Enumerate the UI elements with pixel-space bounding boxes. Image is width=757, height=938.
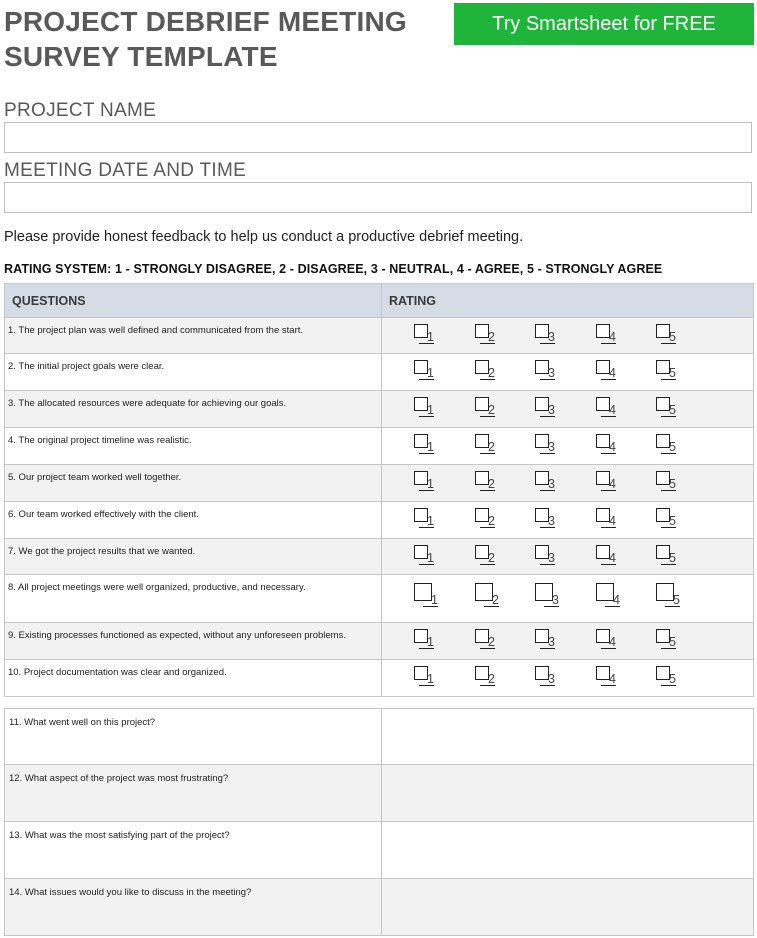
rating-option-label: 2	[480, 515, 495, 528]
rating-option-label: 2	[480, 331, 495, 344]
rating-option-2[interactable]	[475, 545, 495, 565]
table-row	[5, 465, 754, 502]
meeting-date-field[interactable]	[4, 182, 752, 213]
rating-option-label: 1	[419, 404, 434, 417]
title-line-2: SURVEY TEMPLATE	[4, 41, 278, 72]
rating-option-5[interactable]	[656, 471, 676, 491]
answer-field[interactable]	[382, 822, 754, 879]
table-row	[5, 623, 754, 660]
rating-option-label: 3	[540, 515, 555, 528]
rating-option-label: 1	[419, 636, 434, 649]
answer-field[interactable]	[382, 709, 754, 765]
rating-option-label: 5	[661, 515, 676, 528]
rating-option-4[interactable]	[596, 545, 616, 565]
rating-option-label: 3	[540, 673, 555, 686]
rating-option-5[interactable]	[656, 545, 676, 565]
rating-option-4[interactable]	[596, 434, 616, 454]
try-smartsheet-button[interactable]: Try Smartsheet for FREE	[454, 3, 754, 45]
questions-header: QUESTIONS	[5, 284, 382, 318]
rating-option-label: 4	[601, 552, 616, 565]
rating-option-label: 3	[544, 594, 559, 607]
rating-option-3[interactable]	[535, 583, 559, 607]
table-row	[5, 391, 754, 428]
rating-option-3[interactable]	[535, 360, 555, 380]
question-cell	[5, 428, 382, 465]
rating-option-label: 4	[601, 331, 616, 344]
rating-option-label: 4	[605, 594, 620, 607]
question-text: 10. Project documentation was clear and organized.	[8, 667, 227, 678]
intro-text: Please provide honest feedback to help us conduct a productive debrief meeting.	[4, 229, 524, 245]
rating-option-5[interactable]	[656, 629, 676, 649]
rating-table	[4, 283, 754, 697]
open-question-cell	[5, 879, 382, 936]
rating-option-4[interactable]	[596, 508, 616, 528]
rating-option-label: 3	[540, 478, 555, 491]
rating-cell	[382, 502, 754, 539]
rating-header: RATING	[382, 284, 754, 318]
rating-option-label: 4	[601, 404, 616, 417]
rating-system-legend: RATING SYSTEM: 1 - STRONGLY DISAGREE, 2 - DISAGREE, 3 - NEUTRAL, 4 - AGREE, 5 - STRONGLY AGREE	[4, 262, 663, 276]
rating-option-1[interactable]	[414, 360, 434, 380]
question-text: 4. The original project timeline was realistic.	[8, 435, 192, 446]
rating-option-label: 5	[661, 552, 676, 565]
question-cell	[5, 623, 382, 660]
table-row	[5, 539, 754, 575]
rating-cell	[382, 354, 754, 391]
rating-option-label: 2	[480, 441, 495, 454]
rating-option-2[interactable]	[475, 360, 495, 380]
rating-option-1[interactable]	[414, 583, 438, 607]
rating-option-label: 5	[661, 673, 676, 686]
rating-option-label: 1	[419, 515, 434, 528]
open-question-text: 13. What was the most satisfying part of the project?	[9, 830, 230, 841]
question-text: 5. Our project team worked well together.	[8, 472, 182, 483]
open-question-cell	[5, 765, 382, 822]
rating-option-4[interactable]	[596, 629, 616, 649]
rating-option-5[interactable]	[656, 583, 680, 607]
project-name-label: PROJECT NAME	[4, 100, 157, 121]
table-row	[5, 660, 754, 697]
rating-cell	[382, 318, 754, 354]
rating-option-label: 4	[601, 515, 616, 528]
rating-option-label: 5	[661, 636, 676, 649]
question-cell	[5, 391, 382, 428]
question-text: 7. We got the project results that we wanted.	[8, 546, 196, 557]
rating-option-2[interactable]	[475, 629, 495, 649]
rating-option-label: 5	[661, 331, 676, 344]
rating-option-label: 2	[480, 367, 495, 380]
rating-option-5[interactable]	[656, 666, 676, 686]
rating-option-label: 1	[419, 441, 434, 454]
rating-option-5[interactable]	[656, 434, 676, 454]
rating-cell	[382, 465, 754, 502]
rating-option-3[interactable]	[535, 397, 555, 417]
rating-option-5[interactable]	[656, 508, 676, 528]
rating-option-4[interactable]	[596, 360, 616, 380]
question-cell	[5, 465, 382, 502]
rating-cell	[382, 660, 754, 697]
rating-option-label: 5	[665, 594, 680, 607]
table-row	[5, 575, 754, 623]
rating-option-label: 4	[601, 367, 616, 380]
rating-option-label: 3	[540, 636, 555, 649]
open-questions-table	[4, 708, 754, 936]
table-row	[5, 822, 754, 879]
rating-option-4[interactable]	[596, 471, 616, 491]
rating-option-3[interactable]	[535, 629, 555, 649]
open-question-text: 12. What aspect of the project was most frustrating?	[9, 773, 229, 784]
rating-option-2[interactable]	[475, 324, 495, 344]
question-cell	[5, 502, 382, 539]
title-line-1: PROJECT DEBRIEF MEETING	[4, 6, 407, 37]
rating-option-label: 3	[540, 404, 555, 417]
rating-option-label: 3	[540, 552, 555, 565]
rating-option-4[interactable]	[596, 397, 616, 417]
table-row	[5, 709, 754, 765]
rating-option-1[interactable]	[414, 434, 434, 454]
rating-option-1[interactable]	[414, 471, 434, 491]
rating-option-label: 4	[601, 673, 616, 686]
rating-option-3[interactable]	[535, 508, 555, 528]
question-text: 2. The initial project goals were clear.	[8, 361, 165, 372]
question-text: 6. Our team worked effectively with the client.	[8, 509, 199, 520]
rating-option-label: 1	[419, 552, 434, 565]
page-title	[4, 4, 407, 74]
rating-option-2[interactable]	[475, 666, 495, 686]
rating-cell	[382, 428, 754, 465]
rating-option-label: 1	[419, 673, 434, 686]
rating-option-3[interactable]	[535, 434, 555, 454]
open-question-cell	[5, 822, 382, 879]
rating-option-label: 2	[484, 594, 499, 607]
question-text: 8. All project meetings were well organized, productive, and necessary.	[8, 582, 306, 593]
rating-option-2[interactable]	[475, 508, 495, 528]
question-cell	[5, 539, 382, 575]
question-text: 3. The allocated resources were adequate for achieving our goals.	[8, 398, 287, 409]
answer-field[interactable]	[382, 879, 754, 936]
question-text: 9. Existing processes functioned as expected, without any unforeseen problems.	[8, 630, 346, 641]
open-question-text: 14. What issues would you like to discuss in the meeting?	[9, 887, 252, 898]
rating-cell	[382, 539, 754, 575]
rating-option-label: 2	[480, 552, 495, 565]
rating-option-label: 2	[480, 404, 495, 417]
rating-option-1[interactable]	[414, 666, 434, 686]
table-row	[5, 354, 754, 391]
rating-option-2[interactable]	[475, 397, 495, 417]
rating-option-label: 5	[661, 478, 676, 491]
rating-option-1[interactable]	[414, 508, 434, 528]
open-question-cell	[5, 709, 382, 765]
rating-option-3[interactable]	[535, 666, 555, 686]
question-cell	[5, 318, 382, 354]
rating-cell	[382, 623, 754, 660]
question-text: 1. The project plan was well defined and communicated from the start.	[8, 325, 304, 336]
question-cell	[5, 354, 382, 391]
rating-option-label: 5	[661, 441, 676, 454]
rating-option-label: 2	[480, 673, 495, 686]
rating-option-label: 5	[661, 367, 676, 380]
rating-option-1[interactable]	[414, 397, 434, 417]
rating-option-3[interactable]	[535, 324, 555, 344]
rating-option-5[interactable]	[656, 397, 676, 417]
rating-option-3[interactable]	[535, 471, 555, 491]
rating-option-1[interactable]	[414, 324, 434, 344]
rating-option-label: 4	[601, 441, 616, 454]
rating-option-4[interactable]	[596, 583, 620, 607]
rating-option-label: 1	[419, 478, 434, 491]
rating-option-2[interactable]	[475, 583, 499, 607]
rating-option-2[interactable]	[475, 471, 495, 491]
rating-option-label: 3	[540, 331, 555, 344]
rating-option-label: 4	[601, 636, 616, 649]
open-question-text: 11. What went well on this project?	[9, 717, 156, 728]
rating-option-2[interactable]	[475, 434, 495, 454]
rating-option-label: 2	[480, 636, 495, 649]
rating-option-label: 3	[540, 367, 555, 380]
rating-option-label: 3	[540, 441, 555, 454]
rating-option-label: 5	[661, 404, 676, 417]
rating-option-label: 1	[423, 594, 438, 607]
meeting-date-label: MEETING DATE AND TIME	[4, 160, 247, 181]
question-cell	[5, 660, 382, 697]
rating-option-5[interactable]	[656, 324, 676, 344]
project-name-field[interactable]	[4, 122, 752, 153]
rating-option-label: 1	[419, 367, 434, 380]
rating-option-3[interactable]	[535, 545, 555, 565]
rating-cell	[382, 391, 754, 428]
table-row	[5, 765, 754, 822]
rating-cell	[382, 575, 754, 623]
rating-option-1[interactable]	[414, 629, 434, 649]
question-cell	[5, 575, 382, 623]
table-row	[5, 502, 754, 539]
rating-option-4[interactable]	[596, 666, 616, 686]
answer-field[interactable]	[382, 765, 754, 822]
rating-option-5[interactable]	[656, 360, 676, 380]
rating-option-label: 1	[419, 331, 434, 344]
table-row	[5, 879, 754, 936]
rating-option-4[interactable]	[596, 324, 616, 344]
rating-option-label: 4	[601, 478, 616, 491]
rating-option-1[interactable]	[414, 545, 434, 565]
table-row	[5, 428, 754, 465]
table-row	[5, 318, 754, 354]
rating-option-label: 2	[480, 478, 495, 491]
